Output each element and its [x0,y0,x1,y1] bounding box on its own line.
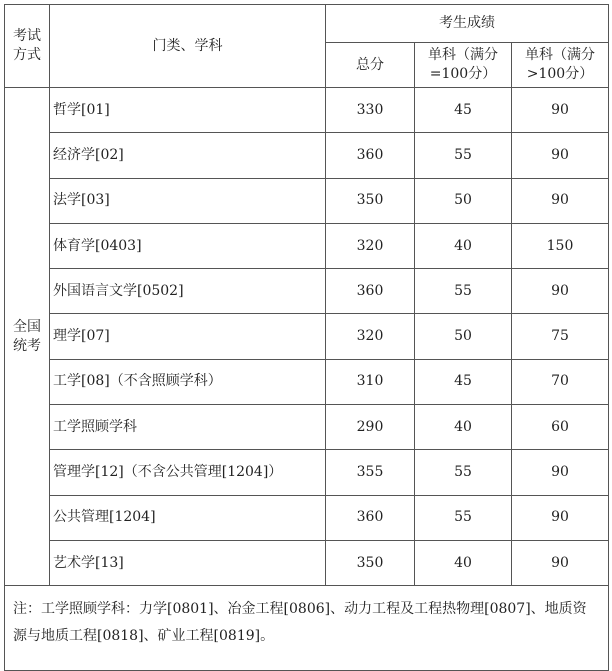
table-row [5,450,609,495]
single-gt100-score-cell: 75 [512,314,609,359]
total-score-cell: 350 [326,178,415,223]
single-gt100-score-cell: 70 [512,359,609,404]
single-eq100-score-cell: 40 [415,405,512,450]
total-score-cell: 360 [326,495,415,540]
total-score-cell: 320 [326,314,415,359]
single-gt100-score-cell: 90 [512,450,609,495]
single-gt100-score-cell: 60 [512,405,609,450]
single-eq100-score-cell: 50 [415,314,512,359]
subject-cell: 工学照顾学科 [50,405,326,450]
single-gt100-score-cell: 90 [512,495,609,540]
single-eq100-score-cell: 55 [415,269,512,314]
header-category: 门类、学科 [50,5,326,88]
single-eq100-score-cell: 50 [415,178,512,223]
subject-cell: 公共管理[1204] [50,495,326,540]
single-eq100-score-cell: 40 [415,223,512,268]
single-gt100-score-cell: 90 [512,178,609,223]
total-score-cell: 310 [326,359,415,404]
subject-cell: 理学[07] [50,314,326,359]
total-score-cell: 360 [326,269,415,314]
header-scores: 考生成绩 [326,5,609,43]
subject-cell: 哲学[01] [50,88,326,133]
single-gt100-score-cell: 90 [512,269,609,314]
single-eq100-score-cell: 45 [415,359,512,404]
header-single-eq100: 单科（满分=100分） [415,43,512,88]
total-score-cell: 330 [326,88,415,133]
single-gt100-score-cell: 90 [512,133,609,178]
header-total: 总分 [326,43,415,88]
header-single-gt100: 单科（满分>100分） [512,43,609,88]
single-eq100-score-cell: 40 [415,540,512,585]
single-eq100-score-cell: 55 [415,133,512,178]
total-score-cell: 320 [326,223,415,268]
table-row [5,314,609,359]
table-body [5,88,609,586]
subject-cell: 艺术学[13] [50,540,326,585]
footnote: 注：工学照顾学科：力学[0801]、冶金工程[0806]、动力工程及工程热物理[0807]、地质资源与地质工程[0818]、矿业工程[0819]。 [5,586,609,671]
subject-cell: 外国语言文学[0502] [50,269,326,314]
single-eq100-score-cell: 55 [415,495,512,540]
total-score-cell: 355 [326,450,415,495]
table-row [5,223,609,268]
subject-cell: 管理学[12]（不含公共管理[1204]） [50,450,326,495]
total-score-cell: 290 [326,405,415,450]
table-row [5,269,609,314]
table-row [5,495,609,540]
header-exam-method: 考试方式 [5,5,50,88]
table-row [5,540,609,585]
single-eq100-score-cell: 45 [415,88,512,133]
table-row [5,133,609,178]
single-gt100-score-cell: 150 [512,223,609,268]
subject-cell: 体育学[0403] [50,223,326,268]
table-row [5,88,609,133]
total-score-cell: 360 [326,133,415,178]
table-row [5,359,609,404]
subject-cell: 经济学[02] [50,133,326,178]
subject-cell: 工学[08]（不含照顾学科） [50,359,326,404]
subject-cell: 法学[03] [50,178,326,223]
table-row [5,178,609,223]
single-gt100-score-cell: 90 [512,540,609,585]
single-gt100-score-cell: 90 [512,88,609,133]
single-eq100-score-cell: 55 [415,450,512,495]
table-row [5,405,609,450]
score-table [4,4,609,671]
exam-type-cell: 全国统考 [5,88,50,586]
total-score-cell: 350 [326,540,415,585]
